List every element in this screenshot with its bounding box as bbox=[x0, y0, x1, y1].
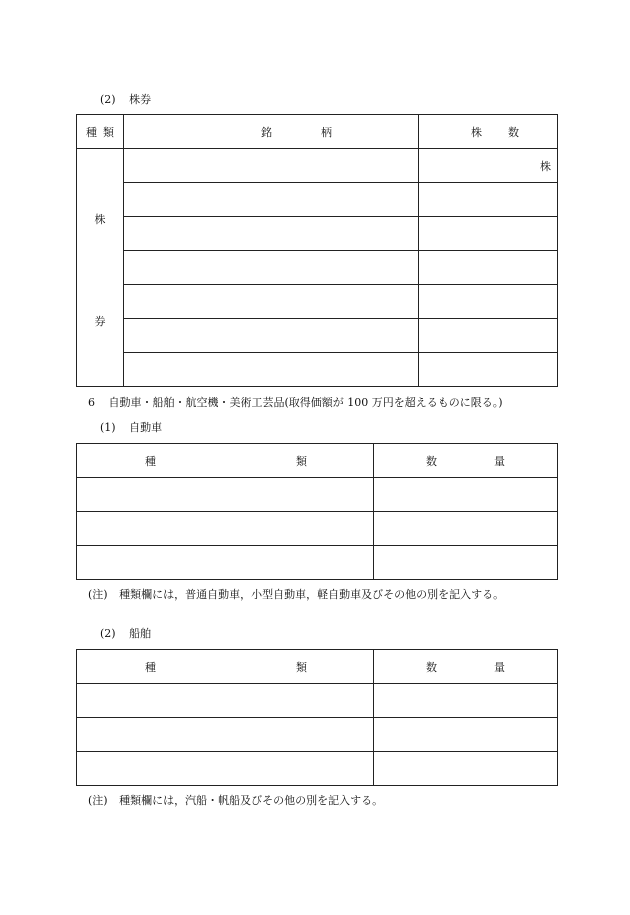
cars-header-row bbox=[77, 444, 558, 478]
cars-note-text: 種類欄には，普通自動車，小型自動車，軽自動車及びその他の別を記入する。 bbox=[119, 588, 505, 601]
count-cell[interactable] bbox=[419, 319, 558, 353]
type-cell[interactable] bbox=[77, 546, 374, 580]
table-row bbox=[77, 546, 558, 580]
table-row bbox=[77, 718, 558, 752]
header-type: 種 類 bbox=[77, 115, 124, 149]
header-type: 種 類 bbox=[77, 444, 374, 478]
ships-heading-number: (2) bbox=[100, 627, 116, 640]
ships-note-mark: (注) bbox=[88, 794, 108, 807]
table-row bbox=[77, 319, 558, 353]
name-cell[interactable] bbox=[124, 319, 419, 353]
count-unit-cell[interactable]: 株 bbox=[419, 149, 558, 183]
name-cell[interactable] bbox=[124, 217, 419, 251]
cars-heading bbox=[100, 422, 162, 433]
ships-heading-label: 船舶 bbox=[129, 627, 152, 640]
name-cell[interactable] bbox=[124, 251, 419, 285]
type-label-top: 株 bbox=[94, 213, 106, 226]
count-cell[interactable] bbox=[419, 251, 558, 285]
stocks-table bbox=[76, 114, 558, 387]
type-cell[interactable] bbox=[77, 684, 374, 718]
table-row bbox=[77, 285, 558, 319]
ships-note bbox=[88, 795, 383, 806]
qty-cell[interactable] bbox=[374, 546, 558, 580]
section-6-title bbox=[88, 397, 503, 408]
table-row bbox=[77, 752, 558, 786]
table-row bbox=[77, 149, 558, 183]
section-6-number: 6 bbox=[88, 396, 95, 409]
ships-heading bbox=[100, 628, 151, 639]
ships-table bbox=[76, 649, 558, 786]
cars-heading-label: 自動車 bbox=[129, 421, 163, 434]
section-6-text: 自動車・船舶・航空機・美術工芸品(取得価額が 100 万円を超えるものに限る。) bbox=[108, 396, 503, 409]
ships-note-text: 種類欄には，汽船・帆船及びその他の別を記入する。 bbox=[119, 794, 384, 807]
count-cell[interactable] bbox=[419, 183, 558, 217]
table-row bbox=[77, 183, 558, 217]
header-qty: 数 量 bbox=[374, 650, 558, 684]
header-name: 銘 柄 bbox=[124, 115, 419, 149]
table-row bbox=[77, 684, 558, 718]
qty-cell[interactable] bbox=[374, 752, 558, 786]
table-row bbox=[77, 251, 558, 285]
table-row bbox=[77, 478, 558, 512]
stocks-heading-label: 株券 bbox=[129, 93, 152, 106]
table-row bbox=[77, 217, 558, 251]
qty-cell[interactable] bbox=[374, 684, 558, 718]
qty-cell[interactable] bbox=[374, 718, 558, 752]
name-cell[interactable] bbox=[124, 149, 419, 183]
stocks-heading bbox=[100, 94, 151, 105]
count-cell[interactable] bbox=[419, 217, 558, 251]
table-row bbox=[77, 353, 558, 387]
type-cell[interactable] bbox=[77, 752, 374, 786]
ships-header-row bbox=[77, 650, 558, 684]
cars-note bbox=[88, 589, 504, 600]
count-cell[interactable] bbox=[419, 353, 558, 387]
header-qty: 数 量 bbox=[374, 444, 558, 478]
qty-cell[interactable] bbox=[374, 512, 558, 546]
header-count: 株 数 bbox=[419, 115, 558, 149]
cars-note-mark: (注) bbox=[88, 588, 108, 601]
count-cell[interactable] bbox=[419, 285, 558, 319]
type-cell[interactable] bbox=[77, 718, 374, 752]
qty-cell[interactable] bbox=[374, 478, 558, 512]
table-row bbox=[77, 512, 558, 546]
type-cell[interactable] bbox=[77, 512, 374, 546]
stocks-header-row bbox=[77, 115, 558, 149]
name-cell[interactable] bbox=[124, 353, 419, 387]
cars-heading-number: (1) bbox=[100, 421, 116, 434]
type-label-bottom: 券 bbox=[94, 315, 106, 328]
name-cell[interactable] bbox=[124, 285, 419, 319]
type-cell[interactable] bbox=[77, 478, 374, 512]
cars-table bbox=[76, 443, 558, 580]
header-type: 種 類 bbox=[77, 650, 374, 684]
stocks-heading-number: (2) bbox=[100, 93, 116, 106]
stocks-type-cell bbox=[77, 149, 124, 387]
name-cell[interactable] bbox=[124, 183, 419, 217]
